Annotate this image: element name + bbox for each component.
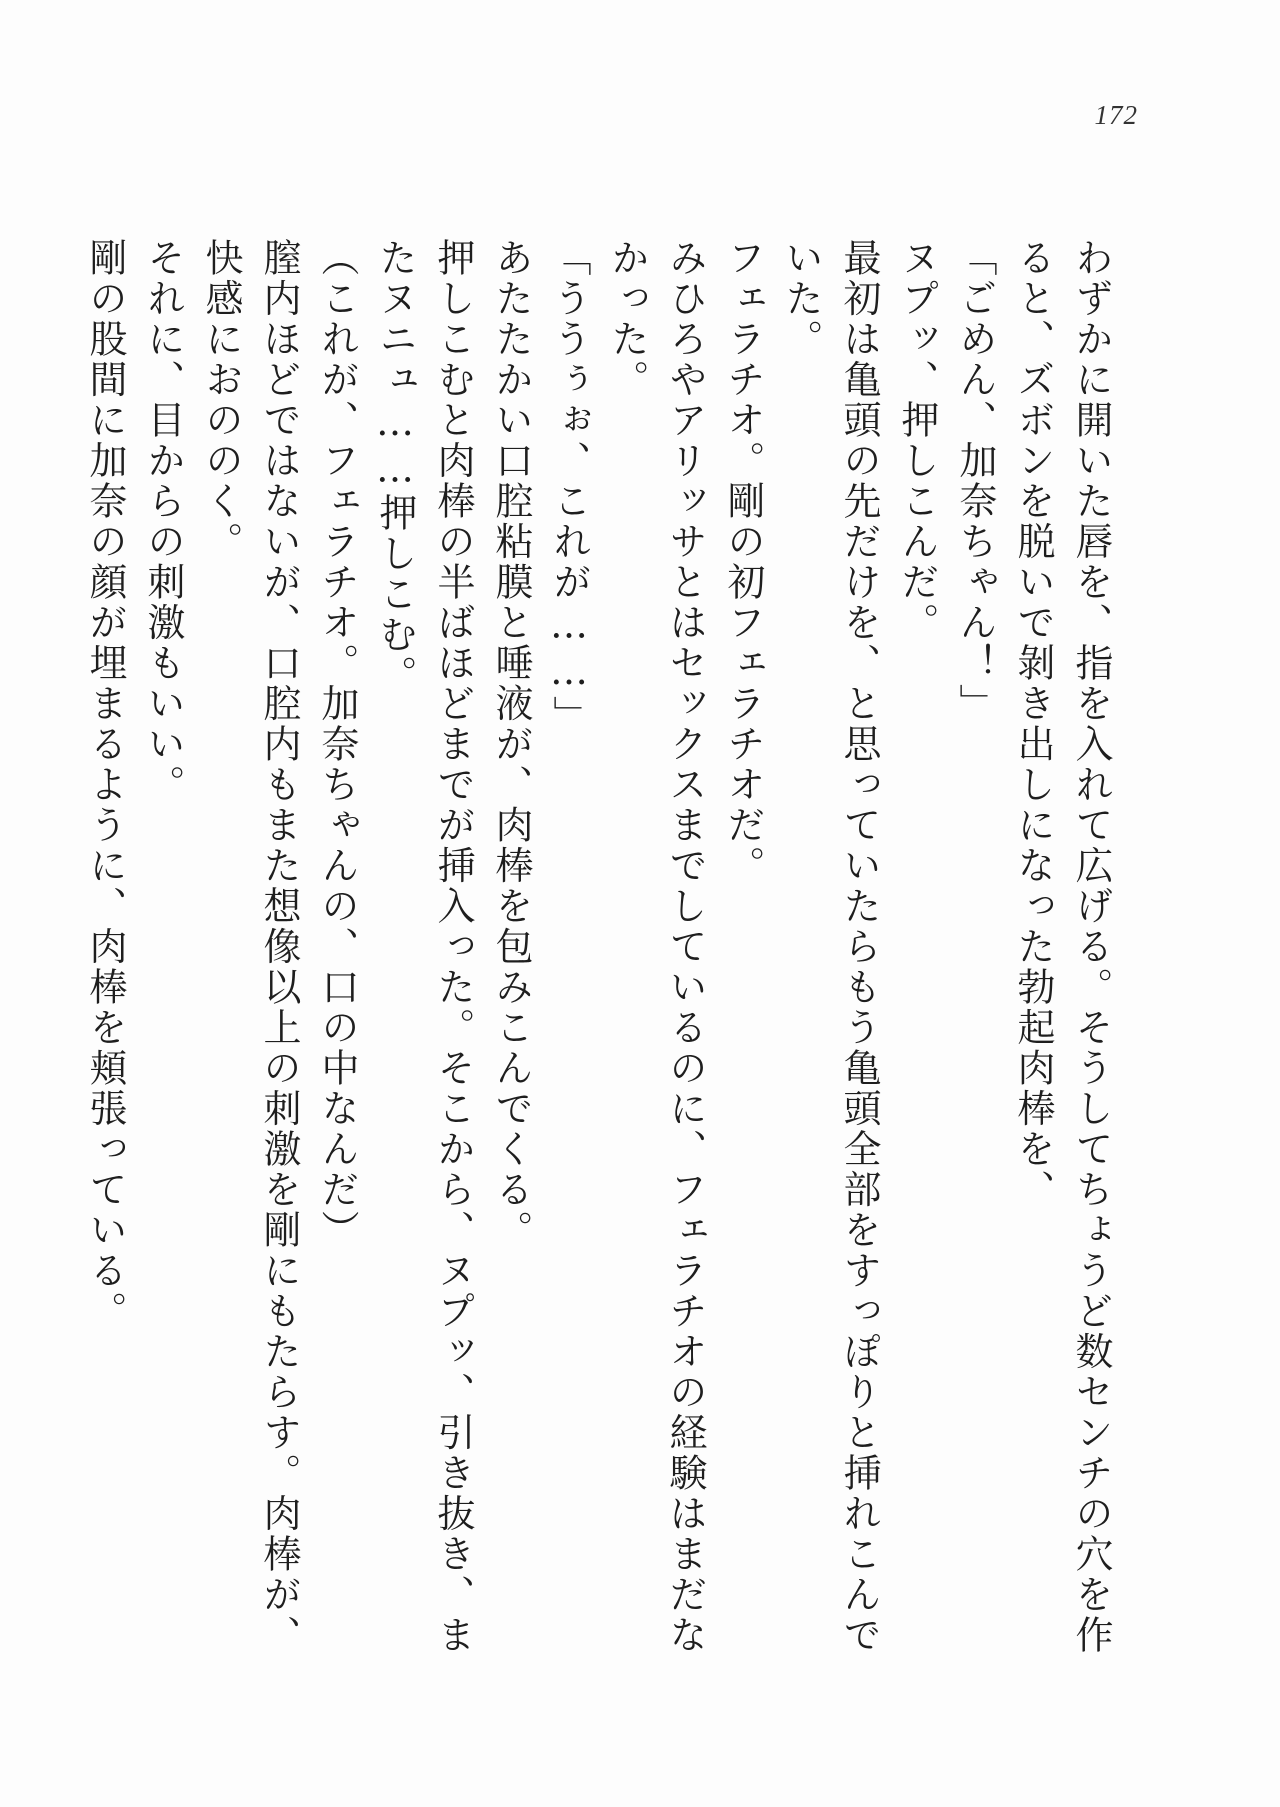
paragraph: 膣内ほどではないが、口腔内もまた想像以上の刺激を剛にもたらす。肉棒が、快感におののく。 xyxy=(199,238,301,1656)
paragraph: 押しこむと肉棒の半ばほどまでが挿入った。そこから、ヌプッ、引き抜き、またヌニュ……押しこむ。 xyxy=(373,238,475,1656)
paragraph: みひろやアリッサとはセックスまでしているのに、フェラチオの経験はまだなかった。 xyxy=(605,238,707,1656)
paragraph: 最初は亀頭の先だけを、と思っていたらもう亀頭全部をすっぽりと挿れこんでいた。 xyxy=(779,238,881,1656)
paragraph: 「ううぅぉ、これが……」 xyxy=(547,238,591,736)
paragraph: 剛の股間に加奈の顔が埋まるように、肉棒を頬張っている。 xyxy=(83,238,127,1332)
paragraph: ヌプッ、押しこんだ。 xyxy=(895,238,939,643)
paragraph: わずかに開いた唇を、指を入れて広げる。そうしてちょうど数センチの穴を作ると、ズボンを脱いで剝き出しになった勃起肉棒を、 xyxy=(1011,238,1113,1656)
vertical-body-text xyxy=(76,238,1120,1658)
paragraph: 「ごめん、加奈ちゃん！」 xyxy=(953,238,997,724)
paragraph: フェラチオ。剛の初フェラチオだ。 xyxy=(721,238,765,886)
page-number: 172 xyxy=(1094,100,1138,130)
paragraph: あたたかい口腔粘膜と唾液が、肉棒を包みこんでくる。 xyxy=(489,238,533,1251)
paragraph: それに、目からの刺激もいい。 xyxy=(141,238,185,805)
paragraph: （これが、フェラチオ。加奈ちゃんの、口の中なんだ） xyxy=(315,238,359,1251)
